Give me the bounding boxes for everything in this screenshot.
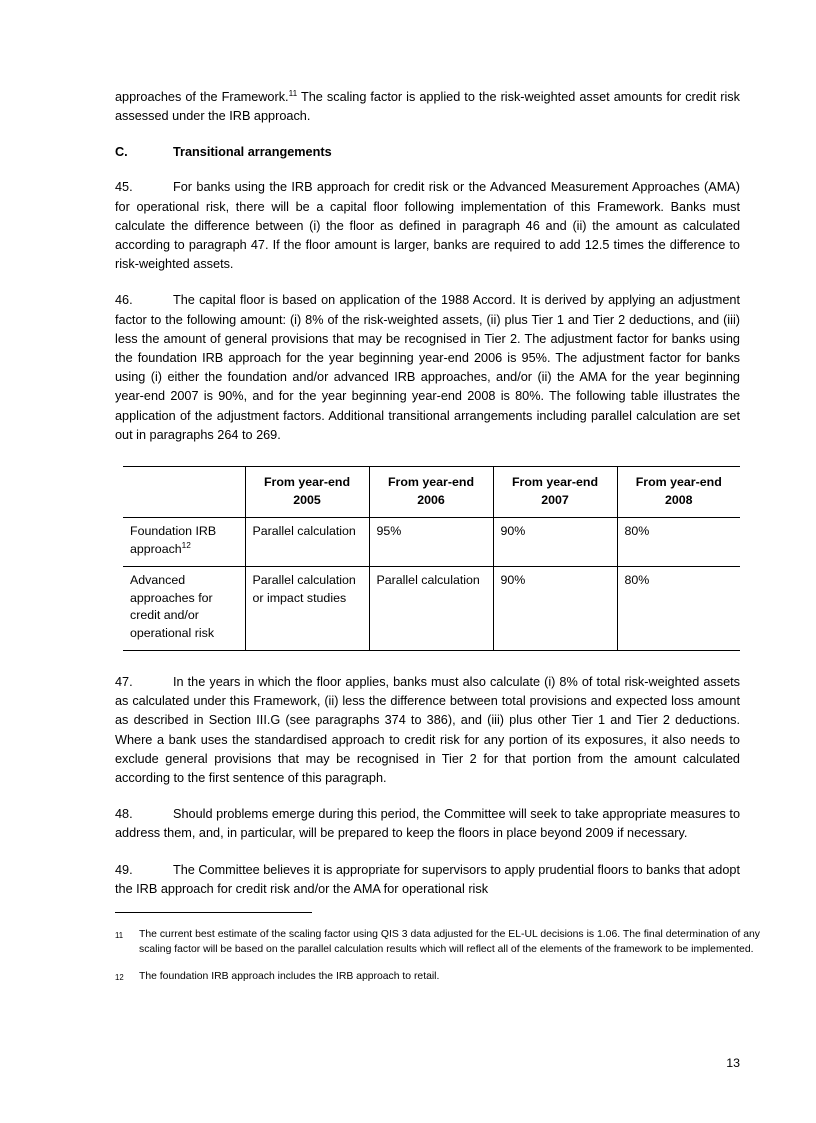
intro-text-after: The scaling factor is applied to the risk-weighted asset amounts for credit risk assessed under the IRB approach. [115,90,740,124]
table-header-row [123,467,740,518]
paragraph-45 [115,178,740,274]
table-cell-2006: 95% [369,518,493,567]
paragraph-text-45: For banks using the IRB approach for credit risk or the Advanced Measurement Approaches (AMA) for operational risk, there will be a capital floor following implementation of this Framework. Banks must calculate the difference between (i) the floor as defined in paragraph 46 and (ii) the amount as calculated according to paragraph 47. If the floor amount is larger, banks are required to add 12.5 times the difference to risk-weighted assets. [115,180,740,272]
footnote-11-marker: 11 [115,931,124,940]
paragraph-number-49: 49. [115,862,133,877]
table-cell-2007: 90% [493,567,617,651]
footnote-11-text: The current best estimate of the scaling factor using QIS 3 data adjusted for the EL-UL decisions is 1.06. The final determination of any scaling factor will be based on the parallel calculation results which will reflect all of the elements of the framework to be implemented. [139,929,760,956]
paragraph-47 [115,673,740,788]
intro-paragraph [115,88,740,126]
table-header-cell-2008: From year-end 2008 [617,467,740,518]
footnote-12 [115,969,760,985]
footnotes-section [115,912,760,985]
paragraph-number-46: 46. [115,293,133,308]
table-cell-2005: Parallel calculation or impact studies [245,567,369,651]
paragraph-number-45: 45. [115,180,133,195]
paragraph-number-47: 47. [115,675,133,690]
page-content [115,88,740,916]
intro-text-before: approaches of the Framework. [115,90,289,104]
paragraph-text-48: Should problems emerge during this period, the Committee will seek to take appropriate measures to address them, and, in particular, will be prepared to keep the floors in place beyond 2009 if necessary. [115,807,740,841]
paragraph-text-46: The capital floor is based on application of the 1988 Accord. It is derived by applying an adjustment factor to the following amount: (i) 8% of the risk-weighted assets, (ii) plus Tier 1 and Tier 2 deductions, and (iii) less the amount of general provisions that may be recognised in Tier 2. The adjustment factor for banks using the foundation IRB approach for the year beginning year-end 2006 is 95%. The adjustment factor for banks using (i) either the foundation and/or advanced IRB approaches, and/or (ii) the AMA for the year beginning year-end 2007 is 90%, and for the year beginning year-end 2008 is 80%. The following table illustrates the application of the adjustment factors. Additional transitional arrangements including parallel calculation are set out in paragraphs 264 to 269. [115,293,740,442]
table-cell-2008: 80% [617,518,740,567]
table-header [123,467,740,518]
paragraph-text-49: The Committee believes it is appropriate for supervisors to apply prudential floors to banks that adopt the IRB approach for credit risk and/or the AMA for operational risk [115,862,741,896]
footnote-12-marker: 12 [115,972,124,982]
table-header-cell-2007: From year-end 2007 [493,467,617,518]
paragraph-number-48: 48. [115,807,133,822]
paragraph-46 [115,291,740,445]
table-row [123,518,740,567]
footnote-ref-11[interactable]: 11 [288,87,298,98]
page-number: 13 [726,1056,740,1070]
table-body [123,518,740,651]
paragraph-text-47: In the years in which the floor applies, banks must also calculate (i) 8% of total risk-weighted assets as calculated under this Framework, (ii) less the difference between total provisions and expected loss amount as described in Section III.G (see paragraphs 374 to 386), and (iii) plus other Tier 1 and Tier 2 deductions. Where a bank uses the standardised approach to credit risk for any portion of its exposures, it also needs to exclude general provisions that may be recognised in Tier 2 for that portion from the amount calculated according to the first sentence of this paragraph. [115,675,740,786]
table-cell-2008: 80% [617,567,740,651]
footnote-ref-12[interactable]: 12 [181,539,191,550]
section-title: Transitional arrangements [173,145,332,160]
table-cell-2006: Parallel calculation [369,567,493,651]
table-row-label-advanced-approaches: Advanced approaches for credit and/or operational risk [130,573,215,640]
table-row [123,567,740,651]
section-letter: C. [115,145,128,160]
capital-floor-table-wrapper [123,466,740,651]
section-heading [115,143,740,162]
capital-floor-table [123,466,740,651]
table-header-cell-2005: From year-end 2005 [245,467,369,518]
footnote-12-text: The foundation IRB approach includes the IRB approach to retail. [139,970,440,982]
table-header-cell-blank [123,467,245,518]
row-label-text: Foundation IRB approach [130,524,217,556]
footnote-separator-rule [115,912,312,913]
paragraph-49 [115,861,740,899]
table-cell-2005: Parallel calculation [245,518,369,567]
table-cell-2007: 90% [493,518,617,567]
table-row-label-foundation-irb [123,518,245,567]
table-header-cell-2006: From year-end 2006 [369,467,493,518]
footnote-11 [115,927,760,958]
paragraph-48 [115,805,740,843]
